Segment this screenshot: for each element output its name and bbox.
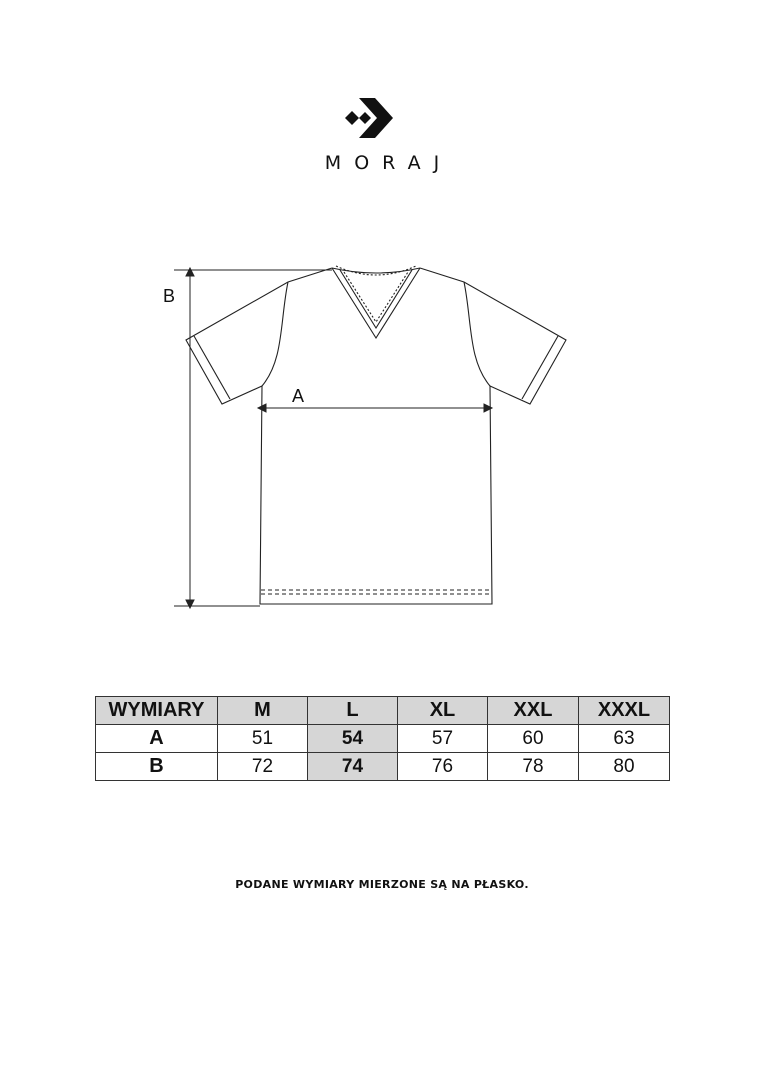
table-cell: 78 bbox=[488, 753, 579, 781]
row-label-b: B bbox=[96, 753, 218, 781]
dimension-b-label: B bbox=[163, 286, 176, 306]
table-cell: 72 bbox=[218, 753, 308, 781]
table-cell: 80 bbox=[579, 753, 670, 781]
table-cell: 57 bbox=[398, 725, 488, 753]
table-cell: 63 bbox=[579, 725, 670, 753]
table-header-row bbox=[96, 697, 670, 725]
header-cell-xxxl: XXXL bbox=[579, 697, 670, 725]
header-cell-xl: XL bbox=[398, 697, 488, 725]
brand-name: MORAJ bbox=[324, 152, 453, 174]
header-cell-l: L bbox=[308, 697, 398, 725]
table-cell: 51 bbox=[218, 725, 308, 753]
dimension-a-label: A bbox=[292, 386, 305, 406]
measurement-note: PODANE WYMIARY MIERZONE SĄ NA PŁASKO. bbox=[235, 878, 529, 891]
header-cell-wymiary: WYMIARY bbox=[96, 697, 218, 725]
tshirt-outline bbox=[186, 268, 566, 604]
table-cell-highlighted: 74 bbox=[308, 753, 398, 781]
size-table bbox=[95, 696, 670, 781]
table-cell-highlighted: 54 bbox=[308, 725, 398, 753]
header-cell-xxl: XXL bbox=[488, 697, 579, 725]
table-cell: 60 bbox=[488, 725, 579, 753]
row-label-a: A bbox=[96, 725, 218, 753]
table-row bbox=[96, 753, 670, 781]
header-cell-m: M bbox=[218, 697, 308, 725]
table-row bbox=[96, 725, 670, 753]
table-cell: 76 bbox=[398, 753, 488, 781]
